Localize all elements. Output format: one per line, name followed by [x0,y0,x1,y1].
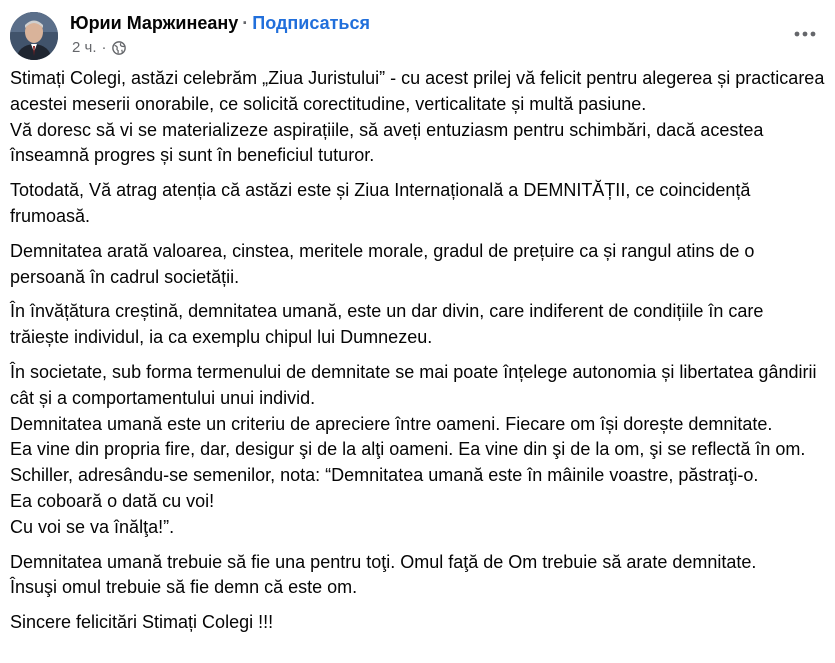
post-header [10,8,825,64]
post-paragraph [10,299,825,351]
post-text-line: Schiller, adresându-se semenilor, nota: “Demnitatea umană este în mâinile voastre, păstraţi-o. [10,465,759,486]
post-text-line: Vă doresc să vi se materializeze aspirațiile, să aveți entuziasm pentru schimbări, dacă acestea înseamnă progres și sunt în beneficiul tuturor. [10,119,764,166]
subscribe-link[interactable]: Подписаться [252,13,370,33]
post-paragraph [10,178,825,230]
post-paragraph [10,66,825,169]
meta-separator: · [101,39,107,56]
post-text-line: Stimați Colegi, astăzi celebrăm „Ziua Juristului” - cu acest prilej vă felicit pentru alegerea și practicarea acestei meserii onorabile, ce solicită corectitudine, verticalitate și multă pasiune. [10,68,825,114]
post-text-line: Ea coboară o dată cu voi! [10,490,215,511]
author-line [70,12,370,34]
post-text-line: În societate, sub forma termenului de demnitate se mai poate înțelege autonomia și libertatea gândirii cât și a comportamentului unui individ. [10,361,817,408]
post-paragraph [10,360,825,541]
post-text-line: Cu voi se va înălţa!”. [10,516,175,537]
post-paragraph [10,239,825,291]
post-text-line: Ea vine din propria fire, dar, desigur şi de la alţi oameni. Ea vine din şi de la om, şi se reflectă în om. [10,439,806,460]
post-text-line: În învățătura creștină, demnitatea umană, este un dar divin, care indiferent de condițiile în care trăiește individul, ia ca exemplu chipul lui Dumnezeu. [10,301,764,348]
post-body [10,66,825,645]
post-text-line: Însuşi omul trebuie să fie demn că este om. [10,577,358,598]
author-avatar[interactable] [10,12,58,60]
post-paragraph [10,550,825,602]
more-horizontal-icon[interactable] [791,20,819,48]
post-timestamp[interactable]: 2 ч. [72,39,97,56]
post-text-line: Totodată, Vă atrag atenția că astăzi este și Ziua Internațională a DEMNITĂȚII, ce coincidență frumoasă. [10,180,751,226]
post-text-line: Demnitatea umană este un criteriu de apreciere între oameni. Fiecare om își dorește demnitate. [10,413,773,434]
post-text-line: Demnitatea umană trebuie să fie una pentru toţi. Omul faţă de Om trebuie să arate demnitate. [10,551,757,572]
globe-icon[interactable] [112,41,126,55]
author-name[interactable]: Юрии Маржинеану [70,13,239,33]
author-separator: · [242,13,249,33]
post-text-line: Sincere felicitări Stimați Colegi !!! [10,612,274,633]
post-text-line: Demnitatea arată valoarea, cinstea, meritele morale, gradul de prețuire ca și rangul atins de o persoană în cadrul societății. [10,240,755,287]
post-paragraph [10,610,825,636]
post-meta [72,38,126,58]
